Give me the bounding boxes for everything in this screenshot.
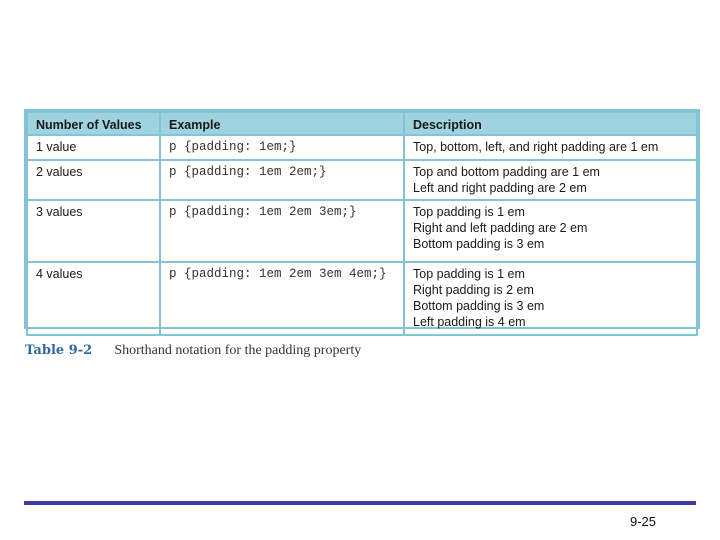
cell-example: p {padding: 1em 2em 3em;} bbox=[160, 200, 404, 262]
description-line: Top, bottom, left, and right padding are 1 em bbox=[413, 140, 659, 154]
table-row bbox=[27, 262, 697, 335]
caption-text: Shorthand notation for the padding property bbox=[114, 343, 362, 358]
description-line: Bottom padding is 3 em bbox=[413, 299, 545, 313]
padding-shorthand-table bbox=[24, 109, 700, 329]
cell-count: 1 value bbox=[27, 135, 160, 160]
header-number-of-values: Number of Values bbox=[27, 112, 160, 135]
cell-count: 3 values bbox=[27, 200, 160, 262]
description-line: Bottom padding is 3 em bbox=[413, 237, 545, 251]
header-description: Description bbox=[404, 112, 697, 135]
footer-divider bbox=[24, 501, 696, 505]
description-line: Left and right padding are 2 em bbox=[413, 181, 587, 195]
page-number: 9-25 bbox=[630, 514, 657, 529]
caption-label: Table 9-2 bbox=[25, 343, 93, 358]
table bbox=[26, 111, 698, 336]
table-header-row bbox=[27, 112, 697, 135]
cell-description bbox=[404, 160, 697, 200]
description-line: Top padding is 1 em bbox=[413, 267, 525, 281]
table-caption bbox=[25, 343, 361, 359]
cell-count: 2 values bbox=[27, 160, 160, 200]
cell-description bbox=[404, 200, 697, 262]
table-row bbox=[27, 135, 697, 160]
cell-count: 4 values bbox=[27, 262, 160, 335]
cell-example: p {padding: 1em 2em 3em 4em;} bbox=[160, 262, 404, 335]
description-line: Left padding is 4 em bbox=[413, 315, 526, 329]
description-line: Right and left padding are 2 em bbox=[413, 221, 588, 235]
header-example: Example bbox=[160, 112, 404, 135]
cell-example: p {padding: 1em 2em;} bbox=[160, 160, 404, 200]
cell-example: p {padding: 1em;} bbox=[160, 135, 404, 160]
cell-description bbox=[404, 262, 697, 335]
description-line: Top padding is 1 em bbox=[413, 205, 525, 219]
table-row bbox=[27, 200, 697, 262]
description-line: Right padding is 2 em bbox=[413, 283, 534, 297]
cell-description bbox=[404, 135, 697, 160]
description-line: Top and bottom padding are 1 em bbox=[413, 165, 600, 179]
table-row bbox=[27, 160, 697, 200]
